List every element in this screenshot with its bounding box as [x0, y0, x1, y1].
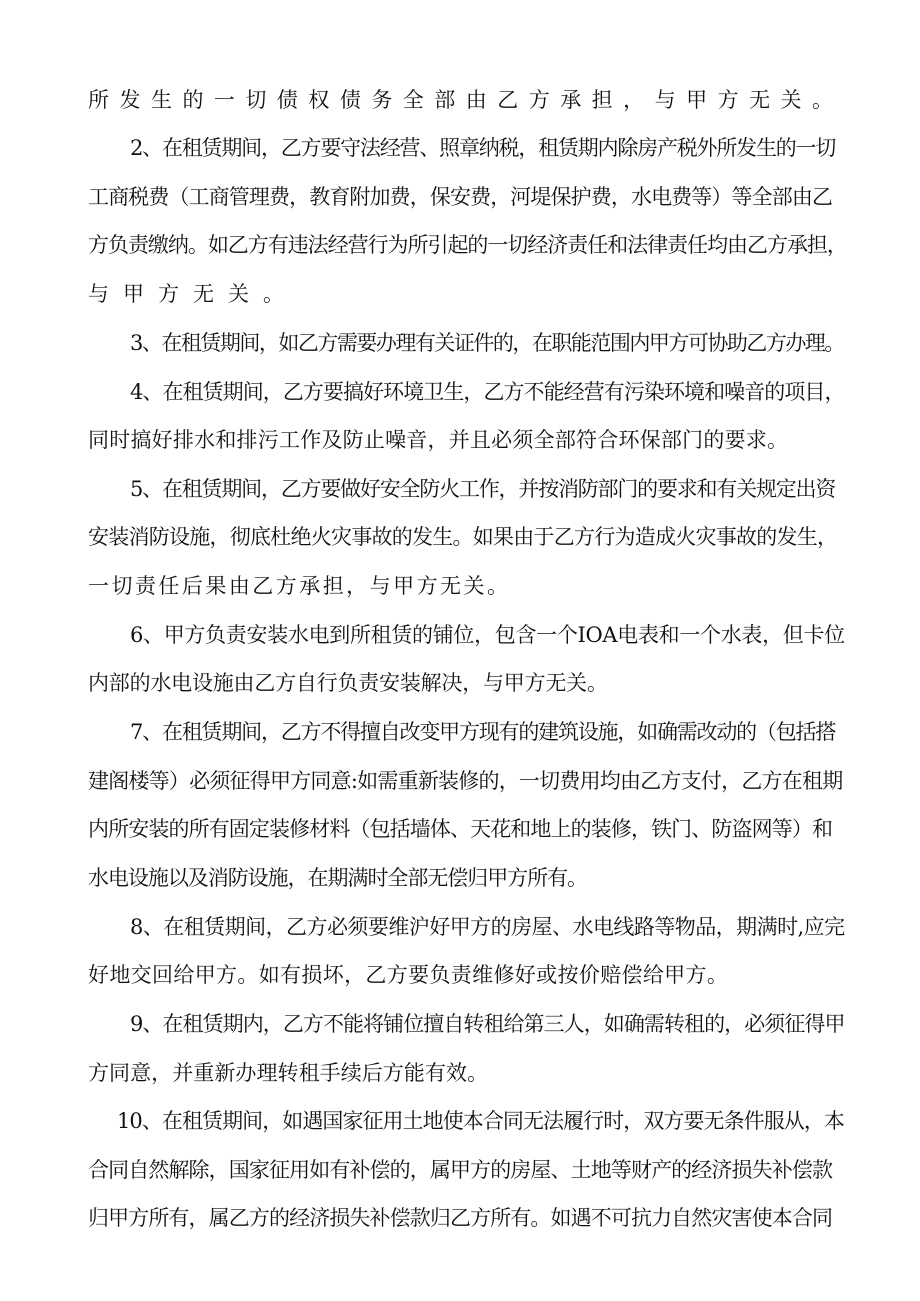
- text-line: 8、在租赁期间，乙方必须要维沪好甲方的房屋、水电线路等物品，期满时,应完: [130, 915, 845, 939]
- text-line: 方负责缴纳。如乙方有违法经营行为所引起的一切经济责任和法律责任均由乙方承担，: [88, 233, 847, 257]
- text-line: 2、在租赁期间，乙方要守法经营、照章纳税，租赁期内除房产税外所发生的一切: [130, 136, 836, 160]
- text-line: 内部的水电设施由乙方自行负责安装解决，与甲方无关。: [88, 671, 608, 695]
- text-line: 好地交回给甲方。如有损坏，乙方要负责维修好或按价赔偿给甲方。: [88, 963, 729, 987]
- text-line: 10、在租赁期间，如遇国家征用土地使本合同无法履行时，双方要无条件服从，本: [117, 1109, 844, 1133]
- text-line: 工商税费（工商管理费，教育附加费，保安费，河堤保护费，水电费等）等全部由乙: [88, 185, 833, 209]
- text-line: 5、在租赁期间，乙方要做好安全防火工作，并按消防部门的要求和有关规定出资: [130, 477, 836, 501]
- text-line: 安装消防设施，彻底杜绝火灾事故的发生。如果由于乙方行为造成火灾事故的发生，: [88, 525, 838, 549]
- text-line: 同时搞好排水和排污工作及防止噪音，并且必须全部符合环保部门的要求。: [88, 428, 789, 452]
- text-line: 归甲方所有，属乙方的经济损失补偿款归乙方所有。如遇不可抗力自然灾害使本合同: [88, 1206, 833, 1230]
- text-line: 合同自然解除，国家征用如有补偿的，属甲方的房屋、土地等财产的经济损失补偿款: [88, 1158, 833, 1182]
- text-line: 与甲方无关。: [88, 282, 298, 306]
- text-line: 6、甲方负责安装水电到所租赁的铺位，包含一个IOA电表和一个水表，但卡位: [130, 623, 845, 647]
- text-line: 内所安装的所有固定装修材料（包括墙体、天花和地上的装修，铁门、防盗网等）和: [88, 817, 833, 841]
- text-line: 4、在租赁期间，乙方要搞好环境卫生，乙方不能经营有污染环境和噪音的项目，: [130, 380, 845, 404]
- text-line: 9、在租赁期内，乙方不能将铺位擅自转租给第三人，如确需转租的，必须征得甲: [130, 1012, 845, 1036]
- text-line: 建阁楼等）必须征得甲方同意:如需重新装修的，一切费用均由乙方支付，乙方在租期: [88, 769, 843, 793]
- text-line: 水电设施以及消防设施，在期满时全部无偿归甲方所有。: [88, 866, 587, 890]
- text-line: 一切责任后果由乙方承担，与甲方无关。: [88, 574, 511, 598]
- text-line: 所发生的一切债权债务全部由乙方承担，与甲方无关。: [88, 88, 844, 112]
- text-line: 方同意，并重新办理转租手续后方能有效。: [88, 1061, 489, 1085]
- text-line: 7、在租赁期间，乙方不得擅自改变甲方现有的建筑设施，如确需改动的（包括搭: [130, 720, 836, 744]
- text-line: 3、在租赁期间，如乙方需要办理有关证件的，在职能范围内甲方可协助乙方办理。: [130, 331, 844, 355]
